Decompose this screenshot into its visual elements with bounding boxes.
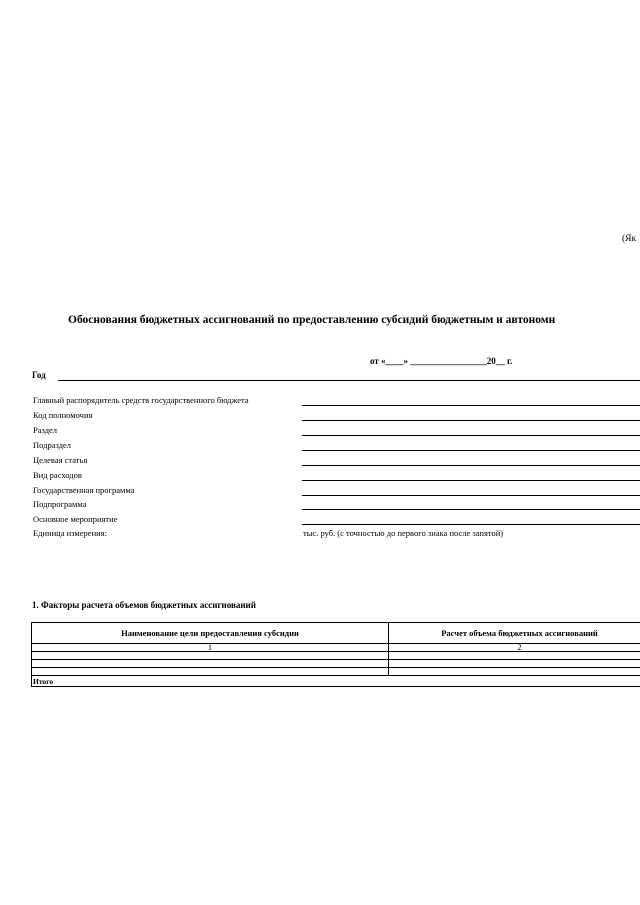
document-title: Обоснования бюджетных ассигнований по предоставлению субсидий бюджетным и автономн xyxy=(68,314,556,326)
table-number-row xyxy=(32,644,640,652)
corner-label: (Як xyxy=(622,234,637,244)
unit-value: тыс. руб. (с точностью до первого знака после запятой) xyxy=(303,528,504,538)
field-line-chief-manager[interactable] xyxy=(302,405,640,406)
table-row xyxy=(32,668,640,676)
field-label-unit: Единица измерения: xyxy=(33,528,107,538)
field-line-subprogram[interactable] xyxy=(302,509,640,510)
factors-table xyxy=(31,622,640,687)
table-cell[interactable] xyxy=(389,652,640,660)
table-cell[interactable] xyxy=(389,668,640,676)
column-header-calculation: Расчет объема бюджетных ассигнований xyxy=(389,623,640,644)
date-line: от «____» _________________20__ г. xyxy=(370,356,513,366)
section-title: 1. Факторы расчета объемов бюджетных ассигнований xyxy=(32,600,256,610)
field-label-section: Раздел xyxy=(33,425,58,435)
table-cell[interactable] xyxy=(32,660,389,668)
table-cell[interactable] xyxy=(389,660,640,668)
field-label-subprogram: Подпрограмма xyxy=(33,499,87,509)
field-label-state-program: Государственная программа xyxy=(33,485,135,495)
table-cell[interactable] xyxy=(32,652,389,660)
field-line-subsection[interactable] xyxy=(302,450,640,451)
field-line-main-activity[interactable] xyxy=(302,524,640,525)
table-total-row xyxy=(32,676,640,687)
field-label-expense-type: Вид расходов xyxy=(33,470,82,480)
table-cell[interactable] xyxy=(32,668,389,676)
table-row xyxy=(32,660,640,668)
year-underline xyxy=(58,380,640,381)
field-label-chief-manager: Главный распорядитель средств государственного бюджета xyxy=(33,395,249,405)
column-number: 2 xyxy=(389,644,640,652)
total-label: Итого xyxy=(32,676,640,687)
field-line-authority-code[interactable] xyxy=(302,420,640,421)
field-label-target-article: Целевая статья xyxy=(33,455,88,465)
field-line-target-article[interactable] xyxy=(302,465,640,466)
field-line-section[interactable] xyxy=(302,435,640,436)
field-label-subsection: Подраздел xyxy=(33,440,72,450)
year-label: Год xyxy=(32,370,46,380)
table-row xyxy=(32,652,640,660)
column-header-purpose: Наименование цели предоставления субсидии xyxy=(32,623,389,644)
field-label-main-activity: Основное мероприятие xyxy=(33,514,118,524)
table-header-row xyxy=(32,623,640,644)
column-number: 1 xyxy=(32,644,389,652)
field-label-authority-code: Код полномочия xyxy=(33,410,93,420)
field-line-state-program[interactable] xyxy=(302,495,640,496)
field-line-expense-type[interactable] xyxy=(302,480,640,481)
